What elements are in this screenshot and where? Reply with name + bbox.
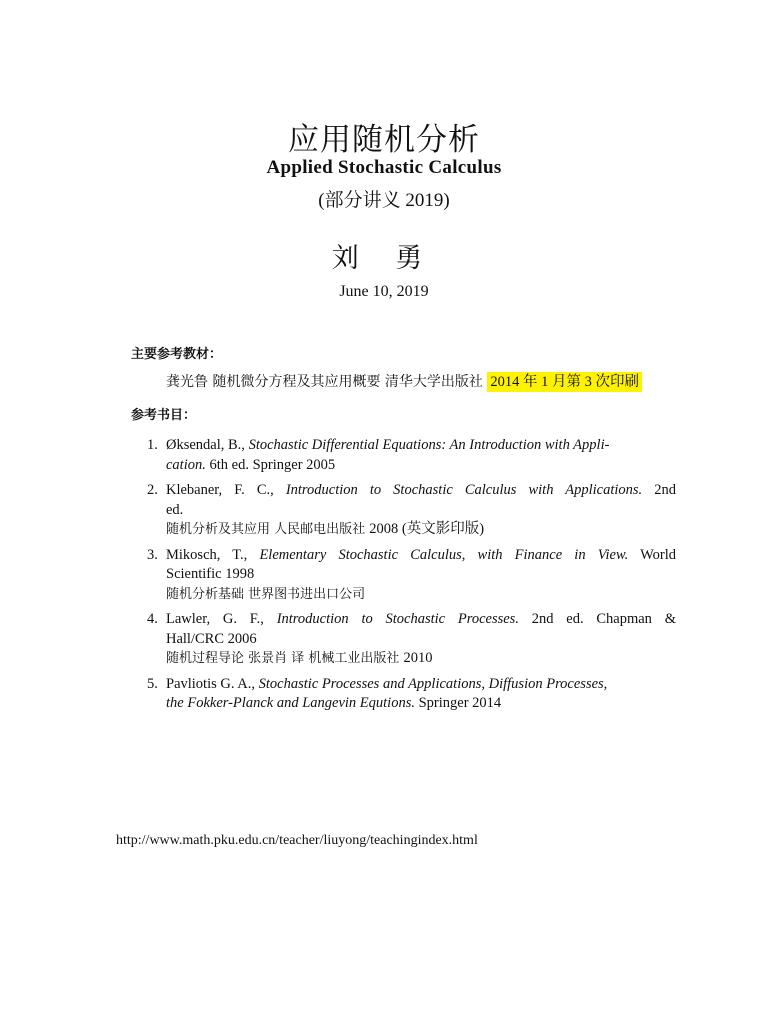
reference-author: Pavliotis G. A., [166,675,259,692]
reference-item [131,481,676,540]
reference-line-2: Hall/CRC 2006 [166,630,257,647]
reference-list [131,436,676,720]
main-textbook-highlight: 2014 年 1 月第 3 次印刷 [487,372,642,392]
reference-publisher: World [640,546,676,563]
author-name: 刘 勇 [331,243,437,274]
main-textbook-heading: 主要参考教材： [131,347,223,362]
reference-title: Stochastic Processes and Applications, Diffusion Processes, [258,675,608,692]
reference-number: 1. [147,437,158,453]
reference-line-1 [166,481,676,501]
reference-item [131,546,676,605]
reference-chinese-text: 随机分析及其应用 人民邮电出版社 [166,522,370,537]
reference-publisher: Springer 2014 [414,695,502,711]
reference-publisher: 2nd ed. Chapman & [531,611,676,627]
reference-number: 5. [147,675,158,692]
document-title-chinese: 应用随机分析 [288,122,480,158]
reference-publisher: 6th ed. Springer 2005 [205,456,336,473]
main-textbook-text: 龚光鲁 随机微分方程及其应用概要 清华大学出版社 [166,374,483,390]
reference-title-cont: cation. [166,456,206,473]
reference-line-2 [166,694,676,714]
reference-title: Stochastic Differential Equations: An Introduction with Appli- [248,437,610,453]
reference-title-cont: the Fokker-Planck and Langevin Equtions. [166,695,415,711]
reference-number: 3. [147,546,158,563]
document-title-english: Applied Stochastic Calculus [266,157,502,178]
reference-title: Introduction to Stochastic Calculus with Applications. [285,482,643,498]
reference-chinese-text: 随机过程导论 张景肖 译 机械工业出版社 [166,651,404,666]
reference-chinese-edition [166,649,676,669]
reference-line-2 [166,456,676,476]
reference-chinese-tail: 2008 (英文影印版) [369,521,485,537]
reference-publisher: 2nd [654,482,676,498]
reference-author: Mikosch, T., [166,546,260,563]
reference-title: Elementary Stochastic Calculus, with Finance in View. [259,546,629,563]
reference-line-1 [166,610,676,630]
reference-line-1 [166,675,676,695]
reference-author: Øksendal, B., [166,437,249,453]
reference-chinese-edition: 随机分析基础 世界图书进出口公司 [166,586,366,602]
reference-number: 4. [147,611,158,627]
reference-author: Klebaner, F. C., [166,482,286,498]
main-textbook-entry [166,370,642,391]
reference-chinese-edition [166,520,676,540]
reference-item [131,675,676,714]
reference-chinese-tail: 2010 [403,650,433,666]
document-date: June 10, 2019 [339,283,429,300]
reference-line-2: ed. [166,501,184,518]
reference-author: Lawler, G. F., [166,611,277,627]
references-heading: 参考书目： [131,408,197,423]
document-subtitle: (部分讲义 2019) [318,190,450,211]
reference-item [131,436,676,475]
reference-line-2: Scientific 1998 [166,566,255,582]
reference-item [131,610,676,669]
reference-number: 2. [147,482,158,498]
reference-title: Introduction to Stochastic Processes. [276,611,519,627]
reference-line-1 [166,436,676,456]
course-url[interactable]: http://www.math.pku.edu.cn/teacher/liuyong/teachingindex.html [116,833,478,848]
reference-line-1 [166,546,676,566]
